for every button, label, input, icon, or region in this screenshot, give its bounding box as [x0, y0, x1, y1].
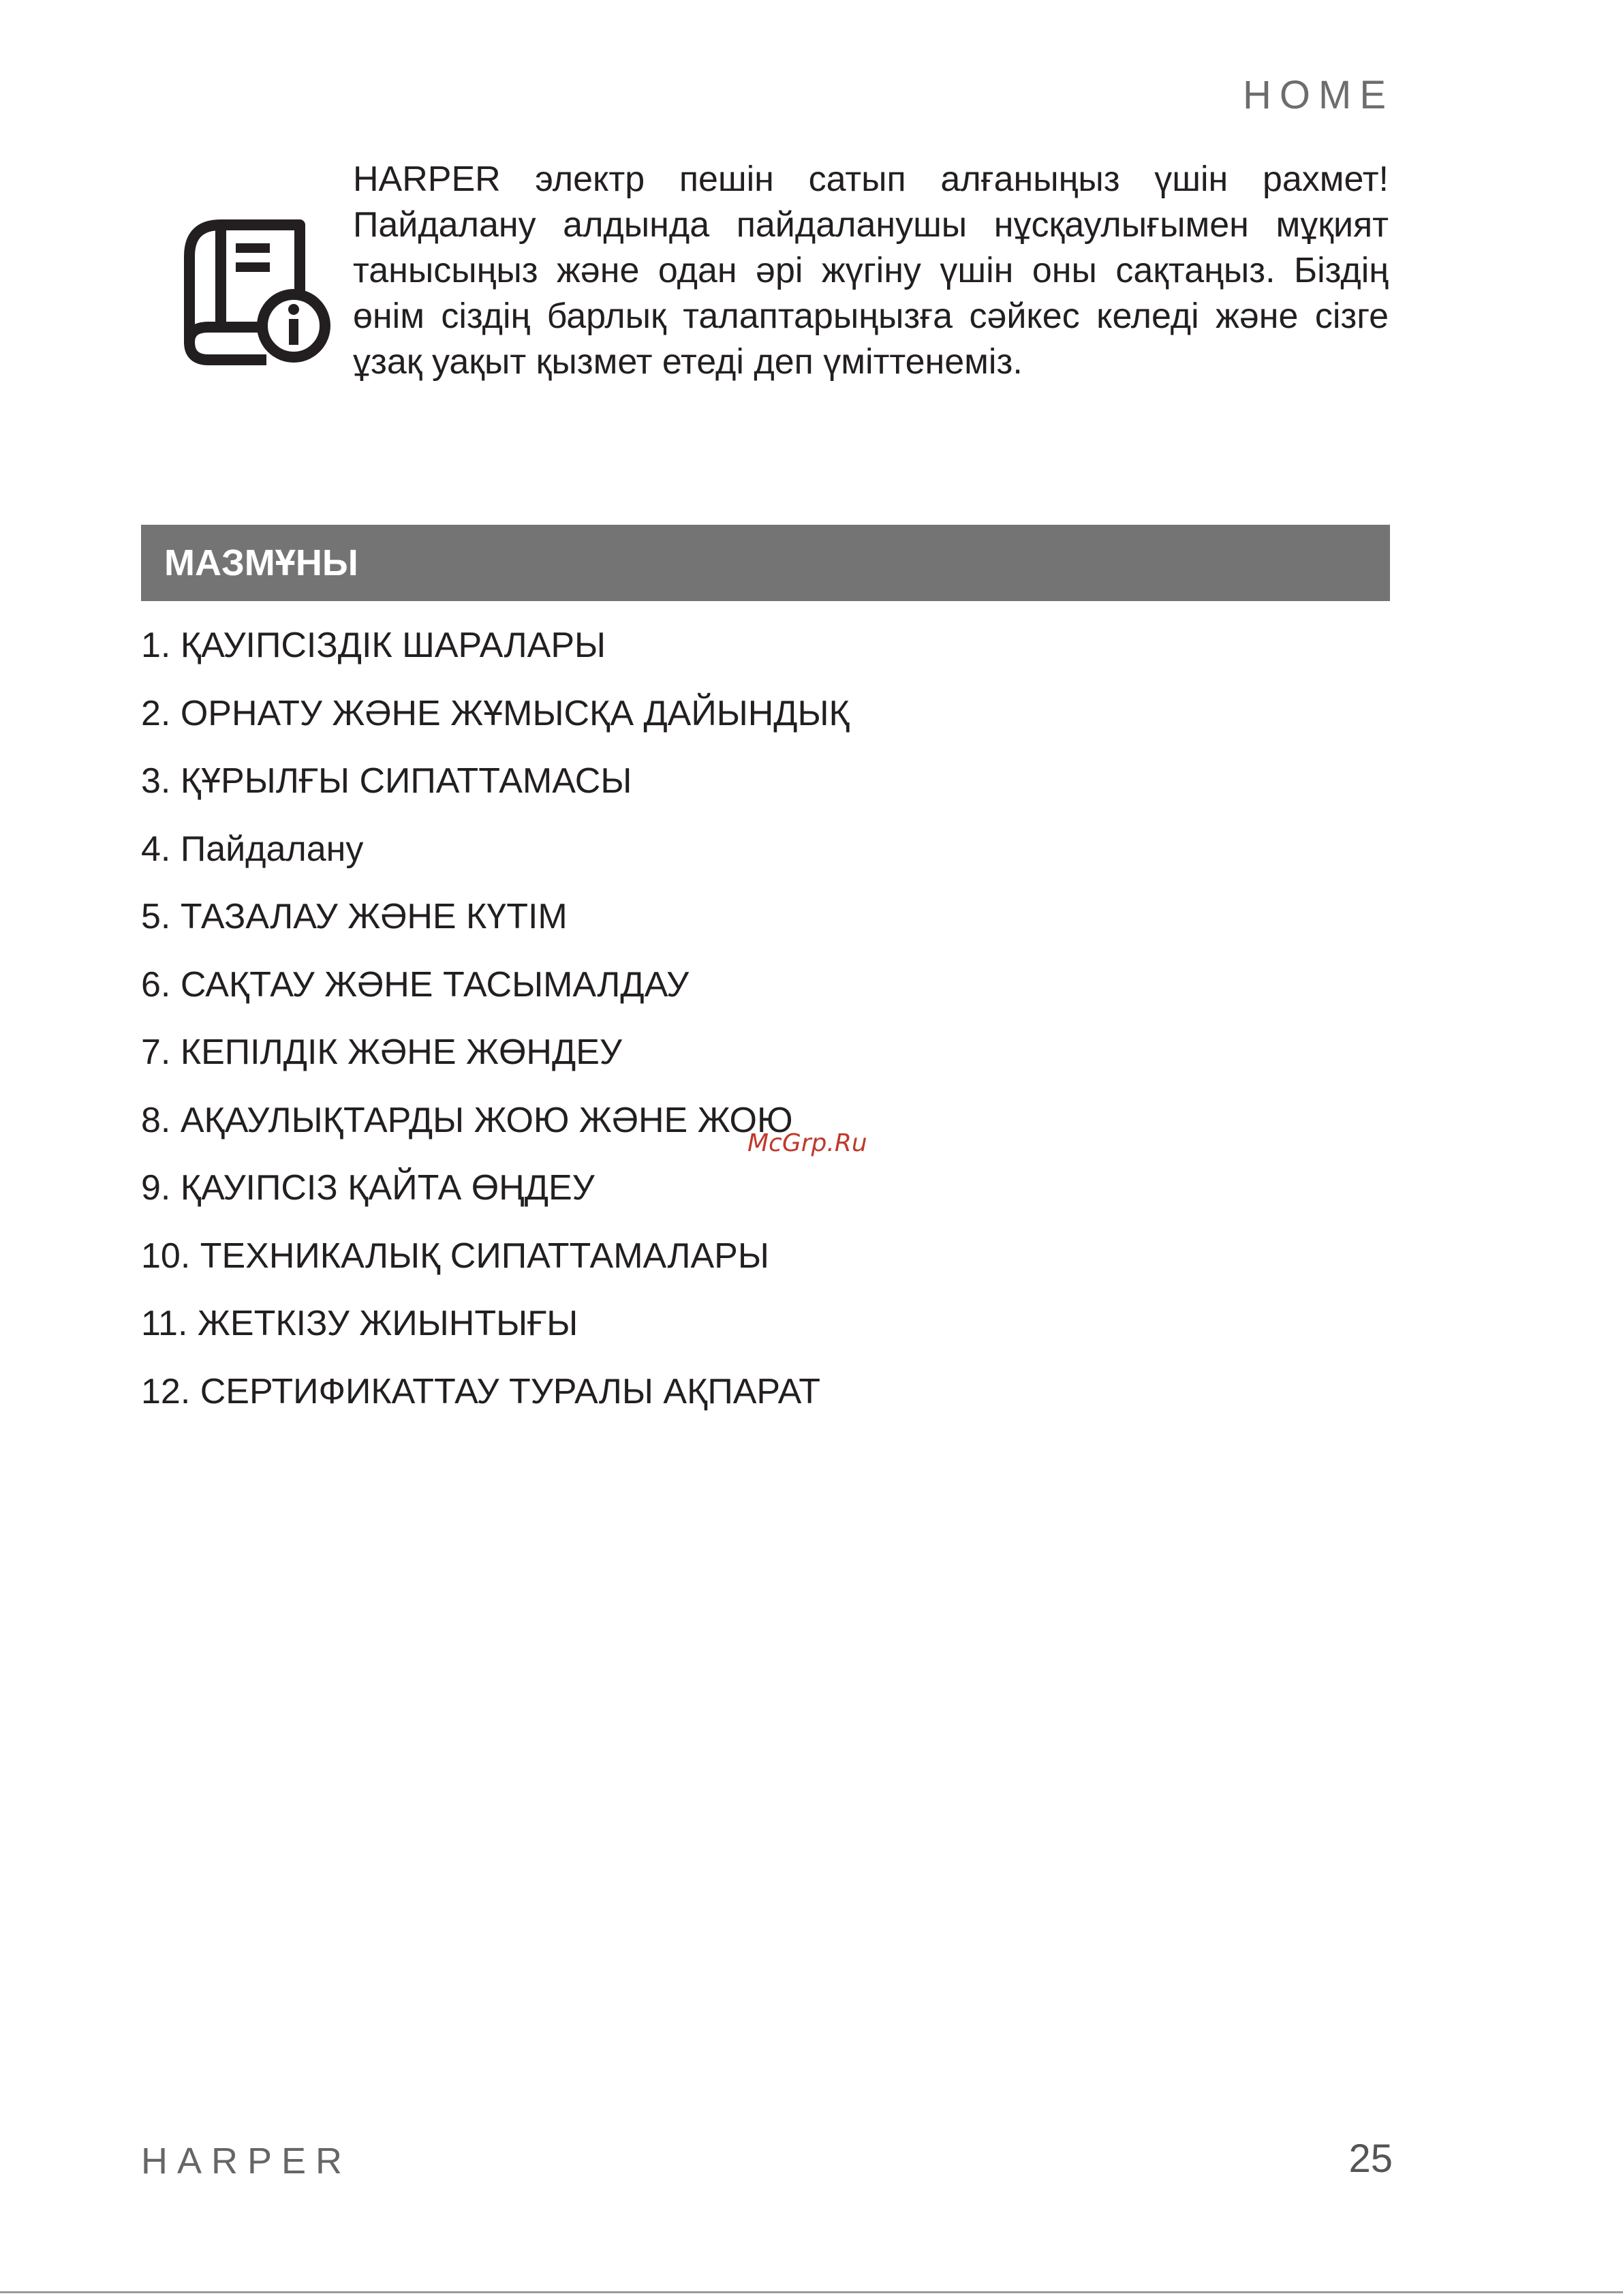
home-logo: HOME — [1243, 73, 1394, 117]
toc-item[interactable]: 4. Пайдалану — [141, 829, 364, 869]
harper-logo: HARPER — [141, 2141, 352, 2182]
toc-item[interactable]: 1. ҚАУІПСІЗДІК ШАРАЛАРЫ — [141, 626, 606, 665]
toc-item[interactable]: 12. СЕРТИФИКАТТАУ ТУРАЛЫ АҚПАРАТ — [141, 1371, 821, 1411]
toc-item[interactable]: 6. САҚТАУ ЖӘНЕ ТАСЫМАЛДАУ — [141, 964, 690, 1005]
toc-item[interactable]: 5. ТАЗАЛАУ ЖӘНЕ КҮТІМ — [141, 897, 568, 936]
toc-item[interactable]: 3. ҚҰРЫЛҒЫ СИПАТТАМАСЫ — [141, 761, 632, 801]
toc-item[interactable]: 9. ҚАУІПСІЗ ҚАЙТА ӨҢДЕУ — [141, 1168, 595, 1208]
toc-item[interactable]: 7. КЕПІЛДІК ЖӘНЕ ЖӨНДЕУ — [141, 1032, 622, 1072]
table-of-contents — [141, 622, 850, 1435]
book-info-icon — [181, 217, 338, 373]
page-number: 25 — [1348, 2137, 1393, 2181]
bottom-divider — [0, 2291, 1623, 2293]
toc-item[interactable]: 8. АҚАУЛЫҚТАРДЫ ЖОЮ ЖӘНЕ ЖОЮ — [141, 1100, 793, 1140]
toc-title: МАЗМҰНЫ — [141, 525, 1390, 601]
toc-item[interactable]: 2. ОРНАТУ ЖӘНЕ ЖҰМЫСҚА ДАЙЫНДЫҚ — [141, 693, 850, 733]
intro-paragraph: HARPER электр пешін сатып алғаныңыз үшін рахмет! Пайдалану алдында пайдаланушы нұсқаулығымен мұқият танысыңыз және одан әрі жүгіну үшін оны сақтаңыз. Біздің өнім сіздің барлық талаптарыңызға сәйкес келеді және сізге ұзақ уақыт қызмет етеді деп үміттенеміз. — [353, 159, 1389, 382]
toc-item[interactable]: 11. ЖЕТКІЗУ ЖИЫНТЫҒЫ — [141, 1304, 578, 1343]
watermark: McGrp.Ru — [747, 1129, 867, 1157]
toc-item[interactable]: 10. ТЕХНИКАЛЫҚ СИПАТТАМАЛАРЫ — [141, 1236, 769, 1276]
